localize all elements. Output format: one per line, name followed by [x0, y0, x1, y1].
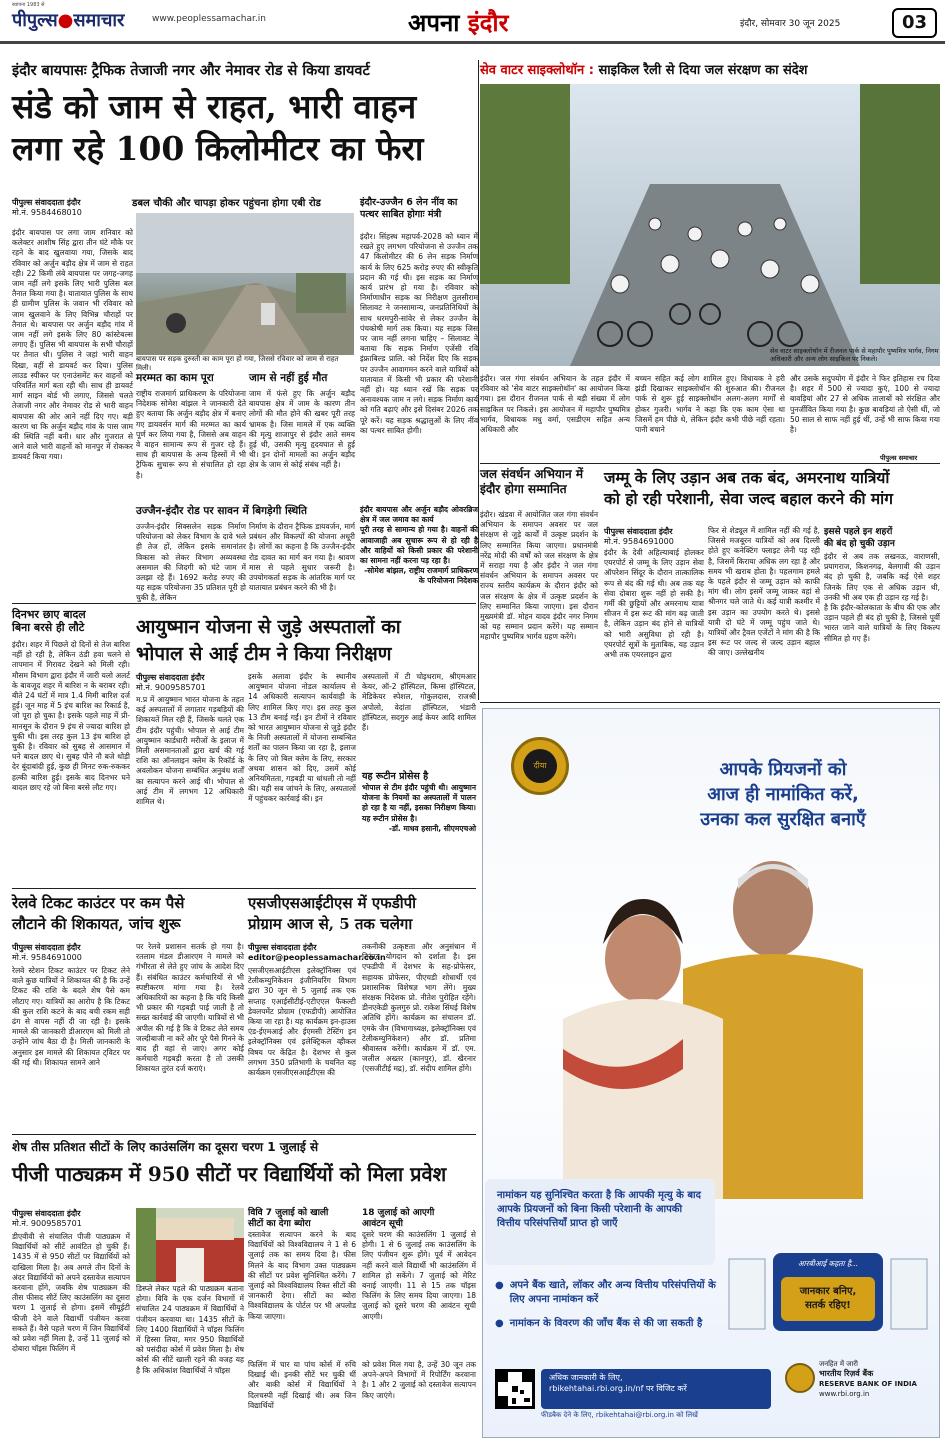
bullet-icon: ● — [495, 1280, 504, 1291]
railway-headline-line1: रेलवे टिकट काउंटर पर कम पैसे — [12, 894, 185, 912]
ayushman-col2: इसके अलावा इंदौर के स्थानीय आयुष्मान योजना नोडल कार्यालय से 14 अधिकारी सत्यापन कार्यवाही के लिए शामिल किए गए। इस तरह कुल 13 टीम बनाई गईं। इन टीमों ने रविवार को भारत आयुष्मान योजना से जुड़े इंदौर के निजी अस्पतालों में योजना सम्बन्धित शर्तों का पालन किया जा रहा है, इलाज के लिए जो बिल क्लेम के लिए, सरकार अथवा शासन को दिए, उसमें कोई अनियमितता, गड़बड़ी या धांधली तो नहीं की। यही सब जांचने के लिए, अस्पतालों में पहुंचकर कार्रवाई की। इन — [248, 672, 356, 804]
ayushman-routine-text: भोपाल से टीम इंदौर पहुंची थी। आयुष्मान योजना के नियमों का अस्पतालों में पालन हो रहा है या नहीं, इसका निरीक्षण किया। यह रूटीन प्रोसेस है। — [362, 783, 476, 823]
bubble-line1: आरबीआई कहता है... — [797, 1259, 859, 1268]
sgsits-headline — [248, 893, 476, 935]
ayushman-mobile: मो.नं. 9009585701 — [136, 683, 206, 692]
newspaper-logo[interactable] — [12, 8, 124, 32]
railway-col1: रेलवे स्टेशन टिकट काउंटर पर टिकट लेने वाले कुछ यात्रियों ने शिकायत की है कि उन्हें टिकट की राशि के बदले शेष पैसे कम लौटाए गए। यात्रियों का आरोप है कि टिकट की कुल राशि कटने के बाद बची रकम सही ढंग से वापस नहीं दी जा रही है। इसके मामले की जानकारी डीआरएम को मिली तो उन्होंने जांच बैठा दी है। मिली जानकारी के अनुसार इस मामले की शिकायत ट्विटर पर की गई थी। शिकायत सामने आने — [12, 966, 130, 1067]
university-photo-art — [136, 1208, 244, 1282]
ayushman-routine-box — [362, 770, 476, 885]
lead-byline-block — [12, 197, 92, 218]
pg-col4: को प्रवेश मिल गया है, उन्हें 30 जून तक अपने-अपने विभागों में रिपोर्टिंग करवाना है। 1 और 2 जुलाई को दस्तावेज सत्यापन किए जाएंगे। — [362, 1360, 476, 1400]
ayushman-headline-line1: आयुष्मान योजना से जुड़े अस्पतालों का — [136, 616, 401, 638]
issuer-line1: जनहित में जारी — [819, 1360, 858, 1368]
lead-kicker: इंदौर बायपासः ट्रैफिक तेजाजी नगर और नेमावर रोड से किया डायवर्ट — [12, 63, 370, 79]
jammu-col2: फिर से शेड्यूल में शामिल नहीं की गई है, जिससे मजबूरन यात्रियों को अब दिल्ली होते हुए कनेक्टिंग फ्लाइट लेनी पड़ रही है, जिसमें किराया अधिक लग रहा है और समय भी खराब होता है। पहलगाम हमले के पहले इंदौर से जम्मू उड़ान को काफी मांग थी। लोग इसमें जम्मू जाकर वहां से श्रीनगर चले जाते थे। कई यात्री कश्मीर में इस उड़ान का उपयोग करते थे। इससे यात्री दो घंटे में जम्मू पहुंच जाते थे। यात्रियों और ट्रैवल एजेंटों ने मांग की है कि इस रूट पर जल्द से जल्द उड़ान बहाल की जाए। उल्लेखनीय — [708, 526, 820, 658]
divider — [12, 888, 476, 889]
sgsits-email[interactable]: editor@peoplessamachar.co.in — [248, 953, 386, 962]
footer-line2[interactable]: rbikehtahai.rbi.org.in/nf पर विजिट करें — [549, 1384, 687, 1393]
ad-headline-line3: उनका कल सुरक्षित बनाएँ — [700, 809, 866, 830]
pg-side1-head-2: सीटों का देगा ब्योरा — [248, 1219, 311, 1229]
rain-headline-line1: दिनभर छाए बादल — [12, 608, 86, 621]
masthead — [0, 0, 945, 44]
bypass-photo — [136, 213, 354, 363]
divider — [478, 60, 479, 700]
pg-headline: पीजी पाठ्यक्रम में 950 सीटों पर विद्यार्थियों को मिला प्रवेश — [12, 1162, 447, 1186]
railway-byline: पीपुल्स संवाददाता इंदौर — [12, 943, 81, 952]
jammu-side-text: इंदौर से अब तक लखनऊ, वाराणसी, प्रयागराज, किशनगढ़, बेलगावी की उड़ान बंद हो चुकी है, जबकि कई ऐसे शहर जिनके लिए एक से अधिक उड़ान थी, उनकी भी अब एक ही उड़ान रह गई है। — [824, 552, 940, 602]
cycle-col3: और उसके सदुपयोग में इंदौर ने फिर इतिहास रच दिया है। शहर में 500 से ज्यादा कुएं, 100 से ज्यादा बावड़ियां और 27 से अधिक तालाबों को संरक्षित और पुनर्जीवित किया गया है। कुछ बावड़ियां तो ऐसी थीं, जो 50 साल से साफ नहीं हुई थीं, उन्हें भी साफ किया गया है। — [790, 374, 940, 435]
minister-title: इंदौर-उज्जैन 6 लेन नींव का पत्थर साबित होगाः मंत्री — [360, 197, 458, 220]
lead-headline — [12, 86, 474, 170]
tagline: स्थापना 1983 से — [12, 2, 45, 8]
ayushman-byline-block — [136, 672, 256, 693]
divider — [12, 603, 476, 604]
sub-repair — [136, 372, 246, 502]
dateline: इंदौर, सोमवार 30 जून 2025 — [740, 19, 841, 29]
section-title-b: इंदौर — [467, 8, 509, 37]
issuer-line2: भारतीय रिज़र्व बैंक — [819, 1369, 874, 1378]
sub-repair-title: मरम्मत का काम पूरा — [136, 372, 214, 384]
pg-byline: पीपुल्स संवाददाता इंदौर — [12, 1209, 81, 1218]
pg-kicker: शेष तीस प्रतिशत सीटों के लिए काउंसलिंग का दूसरा चरण 1 जुलाई से — [12, 1140, 319, 1154]
sgsits-col2: तकनीकी उत्कृष्टता और अनुसंधान में निरंतर योगदान को दर्शाता है। इस एफडीपी में देशभर के सह-प्रोफेसर, सहायक प्रोफेसर, पीएचडी शोधार्थी एवं प्रशासनिक विशेषज्ञ भाग लेंगे। मुख्य संरक्षक निदेशक प्रो. नीतेश पुरोहित रहेंगे। डीनएकेडी कुलगुरु प्रो. राकेश सिंघई विशेष अतिथि होंगे। कार्यक्रम का संचालन डॉ. एमके जैन (विभागाध्यक्ष, इलेक्ट्रॉनिक्स एवं टेलीकम्युनिकेशन) और डॉ. प्रतिमा श्रीवास्तव करेंगी। कार्यक्रम में डॉ. एम. जलील अख्तर (कानपुर), डॉ. खैरनार (एसजीटीई मद्र), डॉ. संदीप शामिल होंगे। — [362, 942, 476, 1074]
pg-mobile: मो.नं. 9009585701 — [12, 1219, 82, 1228]
ad-headline-line1: आपके प्रियजनों को — [719, 759, 847, 780]
ad-bullets — [495, 1279, 725, 1331]
divider — [480, 702, 940, 703]
minister-text: इंदौर। सिंहस्थ महापर्व-2028 को ध्यान में रखते हुए लगभग परियोजना से उज्जैन तक 47 किलोमीटर की 6 लेन सड़क निर्माण कार्य के लिए 625 करोड़ रुपए की स्वीकृति प्रदान की गई थी। इस सड़क का निर्माण कार्य प्रारंभ हो गया है। रविवार को निर्माणाधीन सड़क का निरीक्षण तुलसीराम सिलावट ने जनसामान्य, जनप्रतिनिधियों के साथ धरमपुरी-सांवेर से लेकर उज्जैन के पंचकोषी मार्ग तक किया। यह सड़क जिस पर जाम नहीं लगना चाहिए – सिलावट ने बताया कि सड़क निर्माण एजेंसी रवि इंफ्राबिल्ड प्रालि. को निर्देश दिए कि सड़क पर उज्जैन आवागमन करने वाले यात्रियों को यातायात में किसी भी प्रकार की परेशानी नहीं हो। यह ध्यान रखें कि सड़क पर अनावश्यक जाम न लगे। सड़क निर्माण कार्य को गति बढ़ाएं और इसे दिसंबर 2026 तक पूरे करें। यह सड़क श्रद्धालुओं के लिए नींव का पत्थर साबित होगी। — [360, 232, 478, 435]
bullet-icon: ● — [495, 1318, 504, 1329]
ad-bullet-1-text: अपने बैंक खाते, लॉकर और अन्य वित्तीय परिसंपत्तियों के लिए अपना नामांकन करें — [509, 1280, 716, 1305]
cycle-kicker-text: साइकिल रैली से दिया जल संरक्षण का संदेश — [593, 63, 808, 78]
nhai-quote-author: -सोमेश बांझल, राष्ट्रीय राजमार्ग प्राधिकरण के परियोजना निदेशक — [364, 566, 478, 586]
sub-repair-text: राष्ट्रीय राजमार्ग प्राधिकरण के परियोजना निदेशक सोमेश बांझल ने जानकारी देते हुए बताया कि अर्जुन बड़ौद क्षेत्र में बनाए गए डायवर्सन मार्ग की मरम्मत का कार्य पूर्ण कर लिया गया है, जिससे अब वाहन वे वाहन सामान्य रूप से गुजर रहे हैं। साथ ही बायपास के अन्य हिस्सों में भी ट्रैफिक सुचारू रूप से संचालित हो रहा है। — [136, 389, 246, 480]
section-title — [408, 6, 508, 39]
couple-art — [523, 849, 883, 1199]
ad-bullet-1 — [495, 1279, 725, 1307]
railway-mobile: मो.नं. 9584691000 — [12, 953, 82, 962]
lead-col1: इंदौर बायपास पर लगा जाम शनिवार को कलेक्टर आशीष सिंह द्वारा तीन घंटे मौके पर रहने के बाद खुलवाया गया, जिसके बाद रविवार को अर्जुन बड़ौद क्षेत्र में जाम से राहत रही। 22 किमी लंबे बायपास पर जगह-जगह जाम नहीं लगे इसके लिए भारी पुलिस बल तैनात किया गया है। यातायात पुलिस के साथ ही ग्रामीण पुलिस के जवान भी रविवार को जाम खुलवाने के लिए विभिन्न चौराहों पर तैनात थे। बायपास पर अर्जुन बड़ौद गांव में जाम नहीं लगे इसके लिए 80 कांस्टेबल्स लगाए हैं। पुलिस भी बायपास के सभी चौराहों पर तैनात थी। पुलिस ने जहां भारी वाहन दिखा, वहीं से डायवर्ट कर दिया। पुलिस लाउड स्पीकर पर एनाउंसमेंट कर वाहनों को परिवर्तित मार्ग बता रही थी। साथ ही डायवर्ट मार्ग साइन बोर्ड भी लगाए, जिससे चलते तेजाजी नगर और नेमावर रोड से भारी वाहन बायपास की ओर आने नहीं दिए गए। बड़ी कारण था कि अर्जुन बड़ौद गांव के पास जाम की स्थिति नहीं बनी। धार और गुजरात से आने वाले भारी वाहनों को मानपुर में रोककर डायवर्ट किया गया। — [12, 228, 133, 462]
ayushman-headline-line2: भोपाल से आई टीम ने किया निरीक्षण — [136, 643, 392, 665]
issuer-line3: RESERVE BANK OF INDIA — [819, 1380, 917, 1388]
cycle-col1: इंदौर। जल गंगा संवर्धन अभियान के तहत इंदौर में रविवार को 'सेव वाटर साइक्लोथॉन' का आयोजन किया गया। इस दौरान रीजनल पार्क से बड़ी संख्या में लोग साइकिल पर निकले। इस आयोजन में महापौर पुष्यमित्र भार्गव, विधायक मधु वर्मा, एसडीएम सहित अन्य अधिकारी और — [480, 374, 630, 435]
jammu-mobile: मो.नं. 9584691000 — [604, 537, 674, 546]
pg-col3: फिलिंग में चार या पांच कोर्स में रुचि दिखाई थी। इनकी सीटें भर चुकी थीं और बाकी कोर्स में विद्यार्थियों ने दिलचस्पी नहीं दिखाई थी। अब जिन विद्यार्थियों — [248, 1360, 356, 1410]
divider — [480, 463, 940, 464]
cycle-col2: बच्चन सहित कई लोग शामिल हुए। विधायक ने हरी झंडी दिखाकर साइक्लोथॉन की शुरुआत की। रीजनल पार्क से शुरू हुई साइक्लोथॉन अलग-अलग मार्गों से होकर गुजरी। भार्गव ने कहा कि एक काम ऐसा था जिसमें हम पीछे थे, लेकिन इंदौर कभी पीछे नहीं रहता। पानी बचाने — [635, 374, 785, 435]
ayushman-routine-head: यह रूटीन प्रोसेस है — [362, 771, 429, 782]
sgsits-col1: एसजीएसआईटीएस इलेक्ट्रॉनिक्स एवं टेलीकम्युनिकेशन इंजीनियरिंग विभाग द्वारा 30 जून से 5 जुलाई तक एक सप्ताह एआईसीटीई-एटीएएल फैकल्टी डेवलपमेंट प्रोग्राम (एफडीपी) आयोजित किया जा रहा है। यह कार्यक्रम इन-हाउस एंड-ईएमआई और ईएमसी टेस्टिंग इन इलेक्ट्रॉनिक्स एवं इलेक्ट्रिकल व्हीकल विषय पर केंद्रित है। देशभर से कुल लगभग 350 प्रतिभागी के चयनित यह कार्यक्रम एसजीएसआईटीएस की — [248, 966, 356, 1078]
footer-line4[interactable]: rbikehtahai@rbi.org.in को लिखें — [595, 1411, 698, 1419]
qr-code[interactable] — [495, 1369, 535, 1409]
section-title-a: अपना — [408, 8, 468, 37]
bubble-badge — [781, 1277, 875, 1321]
issuer-line4[interactable]: www.rbi.org.in — [819, 1390, 870, 1398]
lead-mobile: मो.नं. 9584468010 — [12, 208, 82, 217]
lead-deck: डबल चौकी और चापड़ा होकर पहुंचना होगा एबी रोड — [132, 198, 321, 209]
nomination-info-text: नामांकन यह सुनिश्चित करता है कि आपकी मृत्यु के बाद आपके प्रियजनों को बिना किसी परेशानी के आपकी वित्तीय परिसंपत्तियाँ प्राप्त हो जाएँ — [497, 1190, 701, 1229]
lead-headline-line1: संडे को जाम से राहत, भारी वाहन — [12, 87, 417, 126]
rbi-bubble-graphic — [725, 1249, 931, 1335]
couple-illustration — [523, 849, 883, 1199]
qr-code-art — [498, 1372, 532, 1406]
cycle-kicker-red: सेव वाटर साइक्लोथॉन : — [480, 63, 594, 78]
university-photo — [136, 1208, 244, 1282]
minister-block — [360, 197, 478, 221]
cycle-credit: पीपुल्स समाचार — [880, 454, 918, 462]
rbi-issuer — [819, 1359, 937, 1399]
ad-bullet-2 — [495, 1317, 725, 1331]
jammu-side — [824, 526, 940, 698]
pg-side1-head-1: विवि 7 जुलाई को खाली — [248, 1208, 329, 1218]
rain-text: इंदौर। शहर में पिछले दो दिनों से तेज बारिश नहीं हो रही है, लेकिन ठंडी हवा चलने से तापमान में गिरावट देखने को मिली रही। मौसम विभाग द्वारा इंदौर में जारी यलो अलर्ट के बावजूद शहर में बारिश न के बराबर रही। बीते 24 घंटों में मात्र 1.4 मिमी बारिश दर्ज हुई। जून माह में 5 इंच बारिश का रिकार्ड है, जो पूरा हो चुका है। इसके पहले माह में प्री-मानसून के दौरान 9 इंच से ज्यादा बारिश हो चुकी थी। इस तरह कुल 13 इंच बारिश हो चुकी है। रविवार को सुबह से आसमान में घने बादल छाए थे। सुबह पौने नौ बजे थोड़ी देर बूंदाबांदी हुई, कुछ ही मिनट रुक-रुककर हल्की बारिश हुई। इसके बाद दिनभर घने बादल छाए रहे जो बिना बरसे लौट गए। — [12, 640, 130, 792]
bypass-photo-caption: बायपास पर सड़क दुरुस्ती का काम पूरा हो गया, जिससे रविवार को जाम से राहत मिली। — [136, 355, 354, 365]
nhai-quote-line2: पूरी तरह से सामान्य हो गया है। वाहनों की आवाजाही अब सुचारू रूप से हो रही है और वाहियों को किसी प्रकार की परेशानी का सामना नहीं करना पड़ रहा है। — [360, 525, 478, 566]
pg-side1 — [248, 1208, 356, 1321]
ayushman-routine-author: -डॉ. माधव हसानी, सीएमएचओ — [388, 823, 476, 833]
railway-col2: पर रेलवे प्रशासन सतर्क हो गया है। रतलाम मंडल डीआरएम ने मामले को गंभीरता से लेते हुए जांच के आदेश दिए हैं। संबंधित काउंटर कर्मचारियों से भी स्पष्टीकरण मांगा गया है। रेलवे अधिकारियों का कहना है कि यदि किसी भी प्रकार की गड़बड़ी पाई जाती है तो सख्त कार्रवाई की जाएगी। यात्रियों से भी अपील की गई है कि वे टिकट लेते समय जल्दीबाजी ना करें और पूरे पैसे गिनने के बाद ही वहां से जाएं। अगर कोई कर्मचारी गड़बड़ी करता है तो उसकी शिकायत तुरंत दर्ज कराएं। — [136, 942, 244, 1074]
bubble-line2: जानकार बनिए, — [799, 1286, 857, 1297]
jammu-byline: पीपुल्स संवाददाता इंदौर — [604, 527, 673, 536]
cyclothon-caption: सेव वाटर साइक्लोथॉन में रीजनल पार्क से महापौर पुष्यमित्र भार्गव, निगम अधिकारी और अन्य लोग साइकिल पर निकले। — [770, 347, 939, 363]
brand-part-a: पीपुल्स — [12, 10, 58, 31]
jammu-side-head-2: की बंद हो चुकी उड़ान — [824, 539, 895, 549]
jammu-headline-line2: को हो रही परेशानी, सेवा जल्द बहाल करने की मांग — [604, 489, 893, 508]
footer-line3-visible: फीडबैक देने के लिए, — [541, 1411, 594, 1419]
water-headline: जल संवर्धन अभियान में इंदौर होगा सम्मानित — [480, 467, 584, 496]
water-text: इंदौर। खंडवा में आयोजित जल गंगा संवर्धन अभियान के समापन अवसर पर जल संरक्षण से जुड़े कार्यों में उत्कृष्ट प्रदर्शन के लिए सम्मानित किया जाएगा। प्रधानमंत्री नरेंद्र मोदी की वर्षों को जल संरक्षण के क्षेत्र में सराहा गया है और इंदौर ने जल गंगा संवर्धन अभियान के समापन अवसर पर राज्य स्तरीय कार्यक्रम के दौरान इंदौर को जल संरक्षण के क्षेत्र में उत्कृष्ट प्रदर्शन के लिए सम्मानित किया जाएगा। इस दौरान मुख्यमंत्री डॉ. मोहन यादव इंदौर नगर निगम को यह सम्मान प्रदान करेंगे। यह सम्मान महापौर पुष्यमित्र भार्गव ग्रहण करेंगे। — [480, 510, 598, 642]
pg-side2 — [362, 1208, 476, 1358]
jammu-side-head-1: इससे पहले इन शहरों — [824, 527, 893, 537]
rbi-advertisement[interactable] — [482, 708, 940, 1438]
pg-side2-head-1: 18 जुलाई को आएगी — [362, 1208, 435, 1218]
jammu-headline-line1: जम्मू के लिए उड़ान अब तक बंद, अमरनाथ यात्रियों — [604, 468, 890, 487]
railway-byline-block — [12, 942, 130, 963]
nhai-quote-line1: इंदौर बायपास और अर्जुन बड़ौद ओवरब्रिज क्षेत्र में जल जमाव का कार्य — [360, 505, 478, 525]
ad-footer-links[interactable] — [541, 1369, 771, 1409]
emblem-icon — [511, 737, 569, 795]
jammu-col1: इंदौर के देवी अहिल्याबाई होलकर एयरपोर्ट से जम्मू के लिए उड़ान सेवा ऑपरेशन सिंदूर के दौरान तात्कालिक रूप से बंद की गई थी। अब तक यह सेवा दोबारा शुरू नहीं हो सकी है। गर्मी की छुट्टियों और अमरनाथ यात्रा सीजन में इस रूट की मांग बढ़ जाती है, लेकिन उड़ान बंद होने से यात्रियों को भारी असुविधा हो रही है। एयरपोर्ट सूत्रों के मुताबिक, यह उड़ान अभी तक एयरलाइन द्वारा — [604, 548, 704, 660]
lead-headline-line2: लगा रहे 100 किलोमीटर का फेरा — [12, 129, 424, 168]
rain-headline-line2: बिना बरसे ही लौटे — [12, 621, 85, 634]
lead-byline: पीपुल्स संवाददाता इंदौर — [12, 198, 81, 207]
bypass-photo-art — [136, 213, 354, 363]
sub-nodeath — [249, 372, 355, 502]
sub-ujjain-col1: उज्जैन-इंदौर सिक्सलेन सड़क निर्माण परियोजना को लेकर विभाग के दावे भले ही तेज हों, लेकिन इसके समानांतर विकास को लेकर विभाग अव्यवस्था असमाल की जिदगी को घंटे जाम में उलझा रहे हैं। 1692 करोड़ रुपए की यह सड़क परियोजना 35 प्रतिशत पूरी हो चुकी है, लेकिन — [136, 522, 246, 603]
ad-bullet-2-text: नामांकन के विवरण की जाँच बैंक से की जा सकती है — [509, 1318, 703, 1329]
cyclothon-photo — [480, 84, 940, 366]
page-number: 03 — [892, 8, 937, 38]
emblem-diya-icon: दीया — [523, 749, 557, 783]
ayushman-col1: म.प्र में आयुष्मान भारत योजना के तहत कई अस्पतालों में लगातार गड़बड़ियों की शिकायतें मिल रही हैं, जिसके चलते एक टीम इंदौर पहुंची। भोपाल से आई टीम आयुष्मान कार्डधारी मरीजों के इलाज में मिली असमानताओं द्वारा खर्च की गई राशि का ऑनलाइन क्लेम के रिकॉर्ड के अवलोकन योजना सम्बंधित अनुबंध शर्तों का सत्यापन करने आई थी। भोपाल से आई टीम में लगभग 12 अधिकारी शामिल थे। — [136, 695, 244, 807]
sub-nodeath-title: जाम से नहीं हुई मौत — [249, 372, 328, 384]
ad-headline-line2: आज ही नामांकित करें, — [707, 784, 859, 805]
railway-headline-line2: लौटाने की शिकायत, जांच शुरू — [12, 915, 181, 933]
pg-col1: डीएवीवी से संचालित पीजी पाठ्यक्रम में विद्यार्थियों को सीटें आवंटित हो चुकी हैं। 1435 में से 950 सीटों पर विद्यार्थियों को दाखिला मिला है। अब अगले तीन दिनों के अंदर विद्यार्थियों को अपने दस्तावेज सत्यापन करवाना होंगे, जबकि शेष पाठ्यक्रम की तीस फीसद सीटें लिए काउंसलिंग का दूसरा चरण 1 जुलाई से होगा। इसमें सीयूईटी फीजी देने वाले विद्यार्थी पंजीयन करवा सकते हैं। वैसे पहले चरण में जिन विद्यार्थियों को प्रवेश नहीं मिला है, उन्हें 11 जुलाई को दोबारा चॉइस फिलिंग में — [12, 1232, 130, 1354]
ayushman-headline — [136, 614, 476, 668]
rain-headline — [12, 608, 130, 634]
pg-side2-head-2: आवंटन सूची — [362, 1219, 403, 1229]
sgsits-byline: पीपुल्स संवाददाता इंदौर — [248, 943, 317, 952]
nomination-info-box — [485, 1179, 715, 1265]
ad-footer-feedback — [541, 1411, 771, 1420]
cyclothon-photo-art — [480, 84, 940, 366]
jammu-headline — [604, 467, 942, 509]
sgsits-byline-block — [248, 942, 386, 963]
brand-part-b: समाचार — [73, 10, 125, 31]
pg-col2: डिस्प्ले लेकर पहले की पाठ्यक्रम बताना होगा। विवि के एक दर्जन विभागों में संचालित 24 पाठ्यक्रम में विद्यार्थियों ने पंजीयन करवाया था। 1435 सीटों के लिए 1400 विद्यार्थियों ने चॉइस फिलिंग में हिस्सा लिया, मगर 950 विद्यार्थियों को पसंदीदा कोर्स में प्रवेश मिला है। शेष कोर्स की सीटें खाली रहने की वजह यह है कि अधिकांश विद्यार्थियों ने चॉइस — [136, 1284, 244, 1375]
ayushman-byline: पीपुल्स संवाददाता इंदौर — [136, 673, 205, 682]
jammu-byline-block — [604, 526, 704, 547]
sgsits-headline-line1: एसजीएसआईटीएस में एफडीपी — [248, 894, 417, 912]
nhai-quote — [360, 505, 478, 602]
ayushman-col3: अस्पतालों में टी चोइथराम, श्रीएमआर केयर, ऑ-2 हॉस्पिटल, किम्स हॉस्पिटल, मेडिकेयर स्पेशल, गोकुलदास, राजश्री अपोलो, वेदांता हॉस्पिटल, भंडारी हॉस्पिटल, सदगुरु आई केयर आदि शामिल हैं। — [362, 672, 476, 733]
rbi-seal-icon — [785, 1363, 815, 1393]
cycle-kicker — [480, 62, 940, 80]
bubble-line3: सतर्क रहिए! — [805, 1300, 851, 1311]
brand-separator: ● — [57, 10, 74, 31]
railway-headline — [12, 893, 244, 935]
pg-byline-block — [12, 1208, 130, 1229]
sub-nodeath-text: जाम में फंसे हुए कि अर्जुन बड़ौद बायपास क्षेत्र में जाम के कारण तीन लोगों की मौत होने की खबर पूरी तरह भ्रामक है। जिस मामले में एक व्यक्ति की मृत्यु शाजापुर से इंदौर आते समय हुई थी, उसकी मृत्यु हृदयघात से हुई थी। इन दोनों मामलों का अर्जुन बड़ौद क्षेत्र के जाम से कोई संबंध नहीं है। — [249, 389, 355, 470]
sub-ujjain-col2: निर्माण के दौरान ट्रैफिक डायवर्जन, मार्ग प्रबंधन और विकल्पों की योजना अधूरी है। लोगों का कहना है कि उज्जैन-इंदौर रोड दावत का मार्ग बन गया है। श्रावण मास से पहले सुधार जरूरी है। उपयोगकर्ता सड़क के आंतरिक मार्ग पर यातायात प्रबंधन करने की भी है। — [249, 522, 355, 593]
website-url[interactable]: www.peoplessamachar.in — [152, 14, 266, 24]
jammu-side-text-2: है कि इंदौर-कोलकाता के बीच की एक और उड़ान पहले ही बंद हो चुकी है, जिससे पूर्वी भारत जाने वाले यात्रियों के लिए विकल्प सीमित हो गए हैं। — [824, 603, 940, 643]
ad-headline — [633, 757, 933, 832]
pg-side1-text: दस्तावेज सत्यापन करने के बाद विद्यार्थियों को विश्वविद्यालय ने 1 से 6 जुलाई तक का समय दिया है। फीस मिलने के बाद विभाग उक्त पाठ्यक्रम की सीटों पर प्रवेश सुनिश्चित करेंगे। 7 जुलाई को विश्वविद्यालय रिक्त सीटों की जानकारी देगा। सीटों का ब्योरा विश्वविद्यालय के पोर्टल पर भी अपलोड किया जाएगा। — [248, 1230, 356, 1321]
pg-side2-text: दूसरे चरण की काउंसलिंग 1 जुलाई से होगी। 1 से 6 जुलाई तक काउंसलिंग के लिए पंजीयन शुरू होंगे। पूर्व में आवेदन नहीं करने वाले विद्यार्थी भी काउंसलिंग में शामिल हो सकेंगे। 7 जुलाई को मेरिट बनाई जाएगी। 11 से 15 तक चॉइस फिलिंग के लिए समय दिया जाएगा। 18 जुलाई को दूसरे चरण की आवंटन सूची आएगी। — [362, 1230, 476, 1321]
sub-ujjain-title: उज्जैन-इंदौर रोड पर सावन में बिगड़ेगी स्थिति — [136, 505, 307, 517]
divider — [12, 1134, 476, 1135]
sgsits-headline-line2: प्रोग्राम आज से, 5 तक चलेगा — [248, 915, 413, 933]
footer-line1: अधिक जानकारी के लिए, — [549, 1373, 623, 1382]
